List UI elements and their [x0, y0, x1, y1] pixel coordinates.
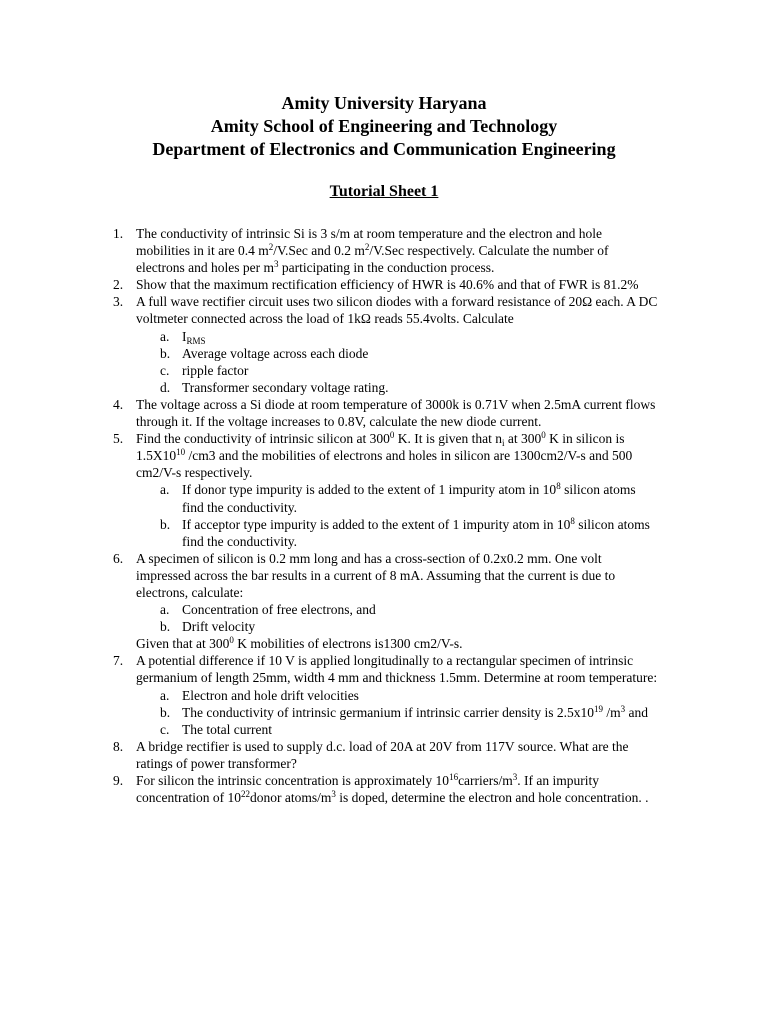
tutorial-title	[0, 183, 768, 201]
tutorial-title-text: Tutorial Sheet 1	[329, 183, 439, 200]
question-number: 8.	[113, 738, 124, 754]
department-name: Department of Electronics and Communication Engineering	[152, 139, 616, 159]
sub-question: b. If acceptor type impurity is added to the extent of 1 impurity atom in $10^8$ silicon atoms find the conductivity.	[160, 515, 650, 549]
question-number: 5.	[113, 431, 124, 447]
question-5	[113, 430, 658, 550]
sub-question: a. Concentration of free electrons, and	[160, 602, 376, 618]
question-7	[113, 652, 658, 737]
school-name: Amity School of Engineering and Technology	[210, 116, 558, 136]
question-number: 9.	[113, 773, 124, 788]
sub-question: a. $I_{RMS}$	[160, 328, 206, 346]
question-3	[113, 293, 658, 396]
question-number: 6.	[113, 550, 124, 566]
question-number: 1.	[113, 226, 124, 241]
sub-question: a. Electron and hole drift velocities	[160, 687, 359, 703]
question-text: A full wave rectifier circuit uses two silicon diodes with a forward resistance of 20Ω each. A DC voltmeter connected across the load of 1kΩ reads 55.4volts. Calculate	[136, 294, 658, 327]
question-6	[113, 550, 658, 653]
university-name: Amity University Haryana	[281, 93, 487, 113]
question-text: For silicon the intrinsic concentration is approximately $10^{16}carriers/m^3$. If an impurity concentration of $10^{22}donor$ atoms/$m^3$ is doped, determine the electron and hole concentration. .	[136, 772, 649, 806]
sub-question-list	[160, 687, 658, 738]
sub-question: b. The conductivity of intrinsic germanium if intrinsic carrier density is $2.5x10^{19}$ $/m^3$ and	[160, 703, 649, 720]
document-header	[0, 92, 768, 161]
question-list	[113, 225, 658, 806]
question-9	[113, 772, 658, 806]
sub-question: c. ripple factor	[160, 362, 249, 378]
sub-question: a. If donor type impurity is added to the extent of 1 impurity atom in $10^8$ silicon atoms find the conductivity.	[160, 481, 636, 515]
question-8	[113, 738, 658, 772]
sub-question-list	[160, 481, 658, 549]
question-text: The voltage across a Si diode at room temperature of 3000k is 0.71V when 2.5mA current flows through it. If the voltage increases to 0.8V, calculate the new diode current.	[136, 396, 656, 430]
given-note: Given that at $300^0$ K mobilities of electrons is1300 cm2/V-s.	[136, 635, 463, 652]
question-text: A bridge rectifier is used to supply d.c. load of 20A at 20V from 117V source. What are the ratings of power transformer?	[136, 738, 629, 771]
question-1	[113, 225, 658, 276]
sub-question: b. Drift velocity	[160, 619, 256, 635]
sub-question: d. Transformer secondary voltage rating.	[160, 379, 389, 395]
question-text: Find the conductivity of intrinsic silicon at $300^0$ K. It is given that $n_i$ at $300^0$ K in silicon is $1.5X10^{10}$ /cm3 and the mobilities of electrons and holes in silicon are 1300cm2/V-s and 500 cm2/V-s respectively.	[136, 430, 633, 481]
question-text: A potential difference if 10 V is applied longitudinally to a rectangular specimen of intrinsic germanium of length 25mm, width 4 mm and thickness 1.5mm. Determine at room temperature:	[136, 653, 658, 686]
question-4	[113, 396, 658, 430]
sub-question: b. Average voltage across each diode	[160, 345, 369, 361]
sub-question: c. The total current	[160, 721, 272, 737]
question-number: 3.	[113, 294, 124, 310]
question-2	[113, 276, 658, 293]
question-text: A specimen of silicon is 0.2 mm long and has a cross-section of 0.2x0.2 mm. One volt impressed across the bar results in a current of 8 mA. Assuming that the current is due to electrons, calculate:	[136, 550, 616, 600]
sub-question-list	[160, 328, 658, 396]
question-number: 2.	[113, 277, 124, 293]
question-text: Show that the maximum rectification efficiency of HWR is 40.6% and that of FWR is 81.2%	[136, 277, 639, 293]
question-text: The conductivity of intrinsic Si is 3 s/m at room temperature and the electron and hole mobilities in it are 0.4 $m^2/V.Sec$ and 0.2 $m^2/V.Sec$ respectively. Calculate the number of electrons and holes per $m^3$ participating in the conduction process.	[136, 226, 609, 276]
question-number: 4.	[113, 396, 124, 412]
sub-question-list	[160, 601, 658, 635]
question-number: 7.	[113, 653, 124, 669]
